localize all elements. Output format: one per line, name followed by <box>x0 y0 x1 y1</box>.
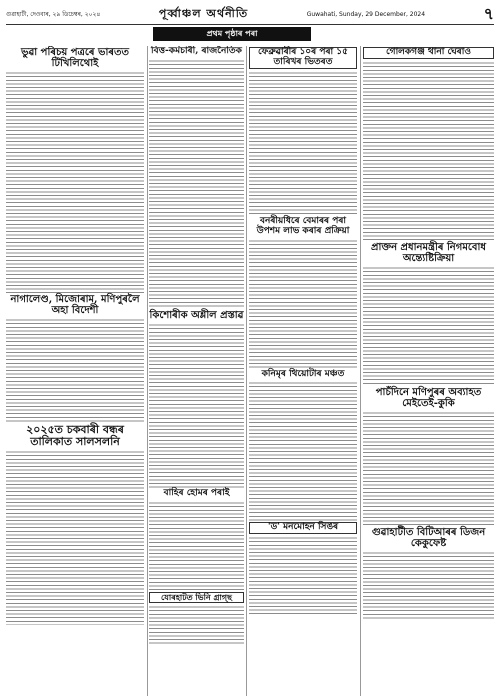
headline-golakganj: গোলকগঞ্জ থানা ঘেৰাও <box>363 47 494 59</box>
article-body <box>249 239 357 369</box>
article-body <box>149 323 244 488</box>
masthead-date-right: Guwahati, Sunday, 29 December, 2024 <box>306 10 426 18</box>
column-2 <box>149 46 244 696</box>
article-body <box>249 381 357 521</box>
masthead <box>6 4 494 25</box>
headline-former-pm: প্ৰাক্তন প্ৰধানমন্ত্ৰীৰ নিগমবোধ অন্ত্যেষ্টিক্ৰিয়া <box>371 241 486 264</box>
headline-finance-staff: বিত্ত-কৰ্মচাৰী, ৰাজনৈতিক <box>151 46 242 56</box>
article-body <box>149 59 244 309</box>
headline-manipur: পাচঁদিনে মণিপুৰৰ অব্যাহত মেইতেই-কুকি <box>375 386 482 409</box>
article-body <box>149 501 244 591</box>
article-body <box>6 450 144 625</box>
article-body <box>149 605 244 645</box>
column-1 <box>6 46 144 696</box>
article-body <box>249 536 357 616</box>
headline-recovery: বনৰীয়ধিৰে বেমাৰৰ পৰা উপশম লাভ কৰাৰ প্ৰক্ৰিয়া <box>256 215 350 236</box>
headline-holiday-list: ২০২৫ত চকবাৰী বন্ধৰ তালিকাত সালসলনি <box>26 423 124 449</box>
masthead-date-left: গুৱাহাটী, দেওবাৰ, ২৯ ডিচেম্বৰ, ২০২৪ <box>6 10 101 18</box>
headline-minor-girl: কিশোৰীক অশ্লীল প্ৰস্তাৱ <box>149 309 244 321</box>
headline-foreigners: নাগালেণ্ড, মিজোৰাম, মণিপুৰলৈ অহা বিদেশী <box>10 294 140 316</box>
page-number: ৭ <box>483 3 494 23</box>
article-body <box>6 71 144 293</box>
column-3 <box>249 46 357 696</box>
headline-feb-dates: ফেব্ৰুৱাৰীৰ ১০ৰ পৰা ১৫ তাৰিখৰ ভিতৰত <box>249 47 357 69</box>
newspaper-logo: পূৰ্ব্বাঞ্চল অৰ্থনীতি <box>158 6 249 20</box>
article-body <box>363 411 494 526</box>
headline-jorhat: যোৰহাটত ভিনি গ্ৰাগ্ছ <box>149 592 244 603</box>
headline-manmohan: 'ড' মনমোহন সিঙৰ <box>249 522 357 534</box>
article-body <box>363 551 494 621</box>
article-body <box>363 266 494 386</box>
article-body <box>249 71 357 216</box>
headline-outside-home: বাহিৰ হোমৰ পৰাই <box>163 487 230 498</box>
headline-theatre: কনিমৃৰ থিয়োটাৰ মঞ্চত <box>261 368 345 379</box>
section-banner: প্ৰথম পৃষ্ঠাৰ পৰা <box>153 27 311 41</box>
article-body <box>363 61 494 241</box>
headline-btr: গুৱাহাটীত বিটিআৰৰ ডিজন কেকুফেষ্ট <box>371 526 486 549</box>
article-columns <box>6 46 494 696</box>
column-4 <box>363 46 494 696</box>
headline-fake-id: ভুৱা পৰিচয় পত্ৰৰে ভাৰতত টিখিলিথোই <box>21 47 129 69</box>
article-body <box>6 318 144 423</box>
